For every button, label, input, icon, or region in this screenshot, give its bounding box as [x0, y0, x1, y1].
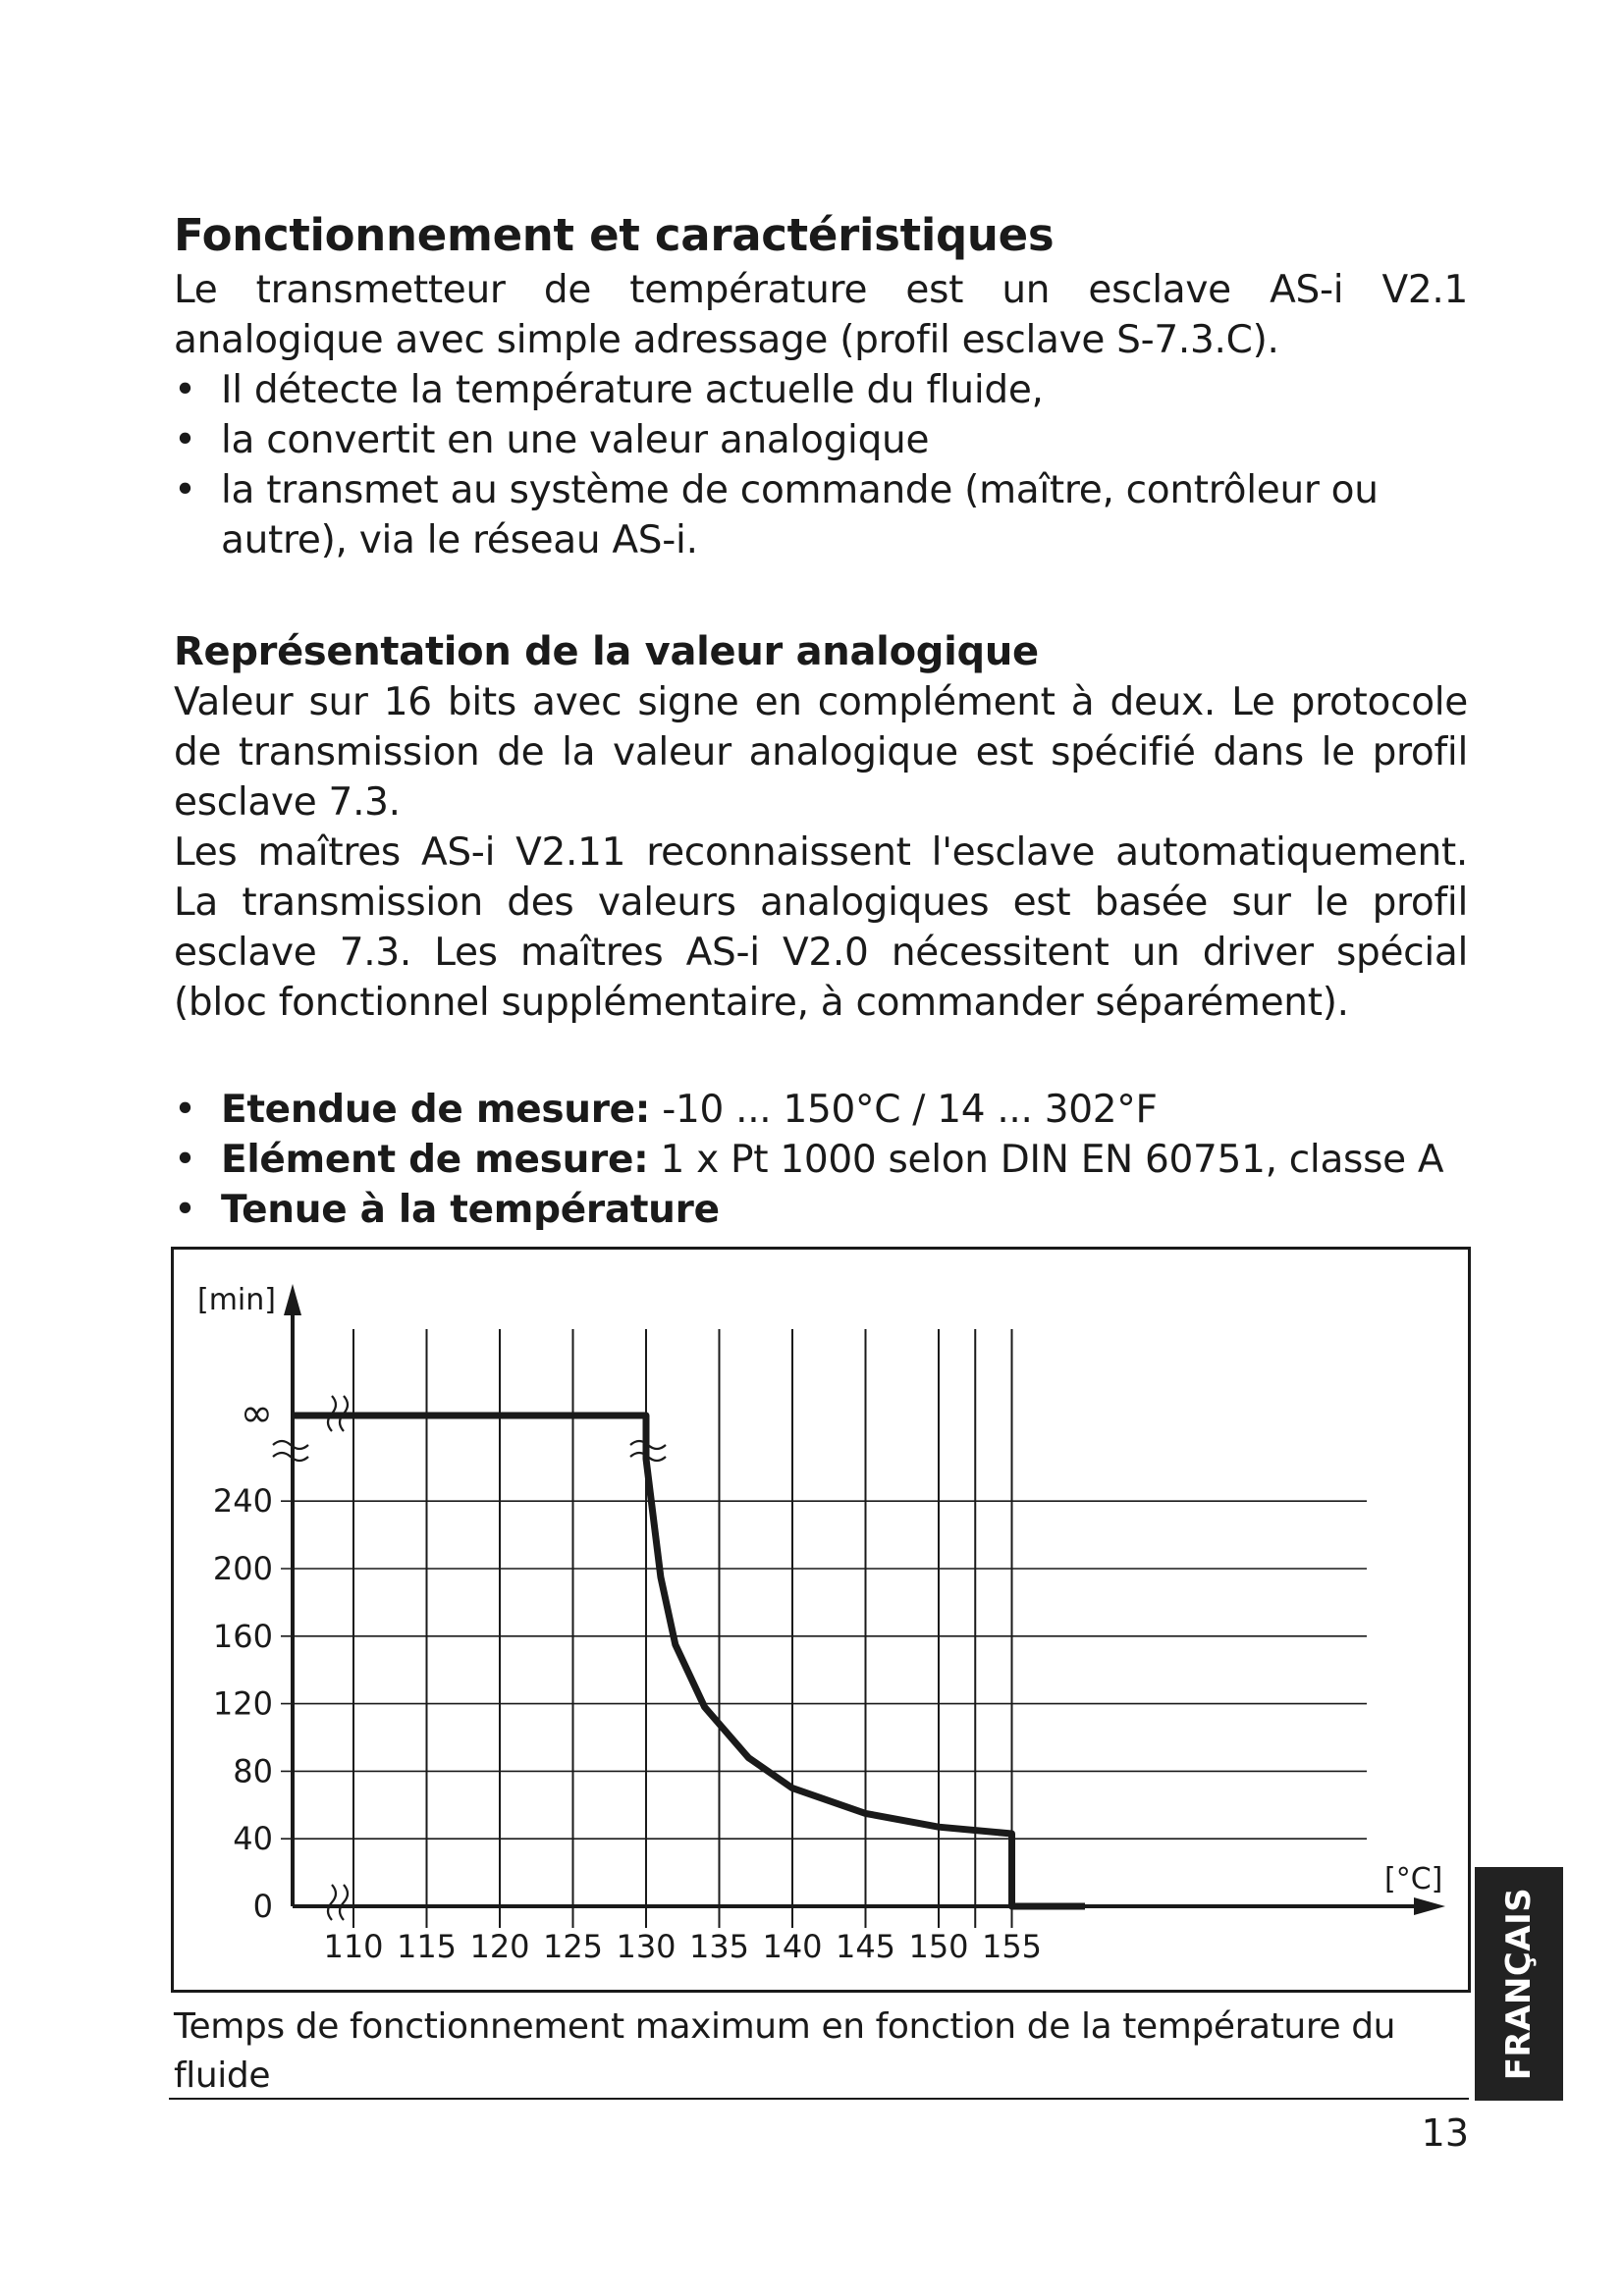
y-tick-label: 0 — [252, 1888, 273, 1925]
x-tick-label: 150 — [908, 1928, 969, 1965]
x-tick-label: 140 — [762, 1928, 823, 1965]
spec-label: Tenue à la température — [221, 1188, 720, 1232]
list-item: • la convertit en une valeur analogique — [174, 415, 1468, 465]
language-tab-label: FRANÇAIS — [1499, 1887, 1539, 2081]
y-tick-label: 80 — [233, 1752, 273, 1790]
spec-measuring-range — [174, 1085, 1468, 1135]
section-title-analog: Représentation de la valeur analogique — [174, 629, 1039, 674]
x-tick-label: 110 — [323, 1928, 384, 1965]
language-tab — [1475, 1867, 1563, 2101]
spec-value: 1 x Pt 1000 selon DIN EN 60751, classe A — [648, 1138, 1444, 1182]
x-tick-label: 130 — [616, 1928, 677, 1965]
analog-paragraph-1: Valeur sur 16 bits avec signe en complément à deux. Le protocole de transmission de la valeur analogique est spécifié dans le profil esclave 7.3. — [174, 680, 1468, 825]
page-number: 13 — [1421, 2111, 1469, 2155]
y-tick-label: 200 — [212, 1550, 273, 1587]
list-item: • la transmet au système de commande (maître, contrôleur ou autre), via le réseau AS-i. — [174, 465, 1468, 565]
function-bullet-list — [174, 365, 1468, 565]
footer-divider — [169, 2098, 1469, 2100]
x-tick-label: 155 — [981, 1928, 1043, 1965]
y-tick-label: 120 — [212, 1684, 273, 1723]
page-content — [174, 206, 1468, 1235]
x-tick-label: 115 — [396, 1928, 458, 1965]
list-item: • Il détecte la température actuelle du fluide, — [174, 365, 1468, 415]
chart-caption: Temps de fonctionnement maximum en fonction de la température du fluide — [174, 2006, 1396, 2096]
x-tick-label: 135 — [688, 1928, 750, 1965]
analog-paragraph-2: Les maîtres AS-i V2.11 reconnaissent l'esclave automatiquement. La transmission des valeurs analogiques est basée sur le profil esclave 7.3. Les maîtres AS-i V2.0 nécessitent un driver spécial (bloc fonctionnel supplémentaire, à commander séparément). — [174, 830, 1468, 1025]
spec-label: Etendue de mesure: — [221, 1088, 651, 1132]
spec-value: -10 ... 150°C / 14 ... 302°F — [650, 1088, 1158, 1132]
spec-temperature-resistance — [174, 1185, 1468, 1235]
chart-x-axis-label: [°C] — [1384, 1862, 1443, 1896]
x-tick-label: 125 — [542, 1928, 604, 1965]
x-tick-label: 120 — [469, 1928, 530, 1965]
spec-list — [174, 1085, 1468, 1235]
chart-frame — [173, 1249, 1470, 1992]
y-tick-label: ∞ — [240, 1391, 273, 1436]
x-tick-label: 145 — [835, 1928, 896, 1965]
section-title-function: Fonctionnement et caractéristiques — [174, 209, 1055, 261]
y-tick-label: 160 — [212, 1617, 273, 1655]
y-tick-label: 240 — [212, 1482, 273, 1521]
intro-paragraph: Le transmetteur de température est un esclave AS-i V2.1 analogique avec simple adressage (profil esclave S-7.3.C). — [174, 268, 1468, 362]
spec-label: Elément de mesure: — [221, 1138, 649, 1182]
chart-y-axis-label: [min] — [197, 1283, 276, 1317]
spec-measuring-element — [174, 1135, 1468, 1185]
temperature-resistance-chart — [171, 1247, 1471, 1993]
y-tick-label: 40 — [233, 1820, 273, 1858]
